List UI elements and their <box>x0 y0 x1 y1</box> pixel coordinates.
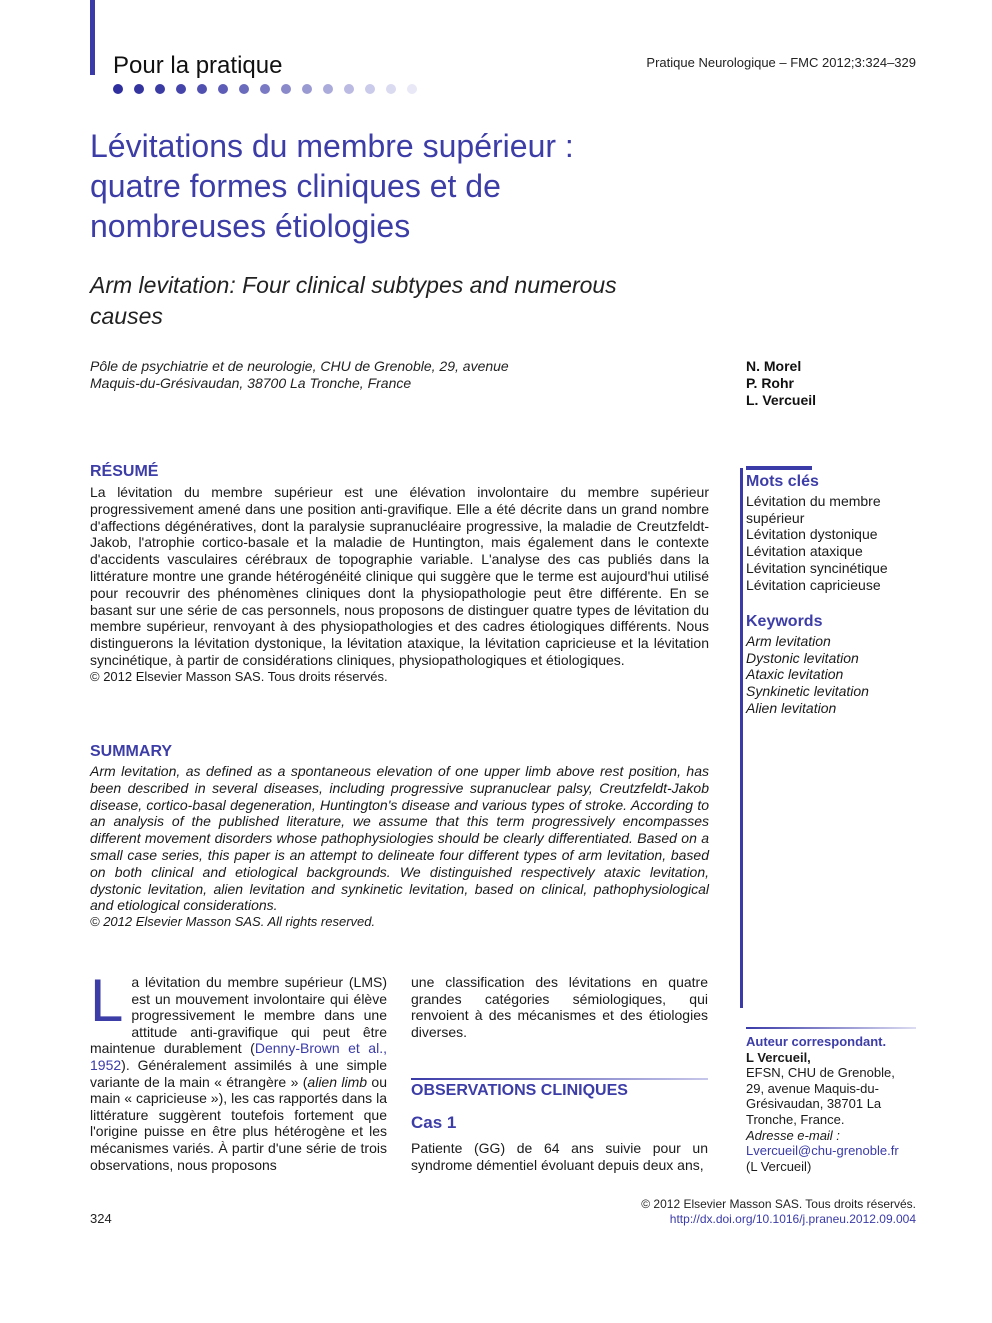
title-line: causes <box>90 303 163 329</box>
summary-copyright: © 2012 Elsevier Masson SAS. All rights reserved. <box>90 914 376 930</box>
decorative-dot <box>197 84 207 94</box>
drop-cap: L <box>90 967 124 1034</box>
correspondence-name: L Vercueil, <box>746 1049 811 1065</box>
summary-paragraph: Arm levitation, as defined as a spontaneous elevation of one upper limb above rest position, has been described in several diseases, including progressive supranuclear palsy, Creutzfeldt-Jakob disease, cortico-basal degeneration, Huntington's disease and various types of stroke. According to an analysis of the published literature, we assume that this term progressively encompasses different movement disorders whose pathophysiologies should be clearly differentiated. Based on a small case series, this paper is an attempt to delineate four different types of arm levitation, based on both clinical and etiological backgrounds. We distinguished respectively ataxic levitation, dystonic levitation, alien levitation and synkinetic levitation, based on clinical, pathophysiological and etiological considerations. <box>90 763 709 914</box>
title-line: quatre formes cliniques et de <box>90 168 501 204</box>
author-name: L. Vercueil <box>746 392 817 408</box>
address-line: Grésivaudan, 38701 La <box>746 1096 882 1112</box>
keywords-heading: Keywords <box>746 613 823 630</box>
decorative-dot <box>218 84 228 94</box>
title-line: Lévitations du membre supérieur : <box>90 128 574 164</box>
email-label: Adresse e-mail : <box>746 1127 840 1143</box>
accent-bar <box>90 0 95 75</box>
keyword-fr: Lévitation syncinétique <box>746 559 888 576</box>
body-italic: alien limb <box>307 1073 368 1090</box>
decorative-dot <box>260 84 270 94</box>
footer-copyright <box>641 1197 916 1227</box>
section-heading-observations: OBSERVATIONS CLINIQUES <box>411 1082 628 1099</box>
affiliation-line: Maquis-du-Grésivaudan, 38700 La Tronche, France <box>90 375 412 391</box>
mots-cles-box <box>746 474 921 594</box>
resume-copyright: © 2012 Elsevier Masson SAS. Tous droits réservés. <box>90 668 388 684</box>
correspondence-box <box>746 1034 921 1174</box>
article-title-french <box>90 126 650 246</box>
resume-paragraph: La lévitation du membre supérieur est une élévation involontaire du membre supérieur progressivement amené dans une position anti-gravifique. Elle a été décrite dans un grand nombre d'affections dégénératives, dont la paralysie supranucléaire progressive, la maladie de Creutzfeldt-Jakob, l'atrophie cortico-basale et la maladie de Huntington, mais également dans le contexte d'accidents vasculaires cérébraux de topographie variable. L'analyse des cas publiés dans la littérature montre une grande hétérogénéité clinique qui suggère que le terme est aujourd'hui utilisé pour recouvrir des phénomènes cliniques dont la physiopathologie peut être différente. En se basant sur une série de cas personnels, nous proposons de distinguer quatre types de lévitation du membre supérieur, renvoyant à des physiopathologies et des cadres étiologiques différents. Nous distinguerons la lévitation dystonique, la lévitation ataxique, la lévitation capricieuse et la lévitation syncinétique, à partir de considérations cliniques, physiopathologiques et étiologiques. <box>90 484 709 668</box>
body-column-1 <box>90 967 387 1173</box>
decorative-dot <box>407 84 417 94</box>
keyword-en: Ataxic levitation <box>746 666 844 683</box>
email-owner: (L Vercueil) <box>746 1158 812 1174</box>
summary-text <box>90 763 709 931</box>
reference-link[interactable]: Denny-Brown et al., 1952 <box>90 1040 387 1073</box>
decorative-dot <box>176 84 186 94</box>
journal-reference: Pratique Neurologique – FMC 2012;3:324–329 <box>646 55 916 70</box>
decorative-dot <box>344 84 354 94</box>
decorative-dot <box>113 84 123 94</box>
sidebar-rule <box>740 468 743 1008</box>
keyword-en: Alien levitation <box>746 699 837 716</box>
resume-heading: RÉSUMÉ <box>90 463 159 480</box>
keyword-fr: Lévitation capricieuse <box>746 576 881 593</box>
body-text: ou main « capricieuse »), les cas rapportés dans la littérature suggèrent toutefois fortement que l'origine puisse en être plus hétérogène et les mécanismes variés. À partir d'une série de trois observations, nous proposons <box>90 1073 387 1173</box>
keyword-fr: Lévitation dystonique <box>746 526 878 543</box>
body-column-2-top: une classification des lévitations en quatre grandes catégories sémiologiques, qui renvoient à des mécanismes et des étiologies diverses. <box>411 974 708 1040</box>
author-list <box>746 358 816 409</box>
decorative-dot <box>302 84 312 94</box>
decorative-dot <box>155 84 165 94</box>
body-column-2-cas: Patiente (GG) de 64 ans suivie pour un syndrome démentiel évoluant depuis deux ans, <box>411 1140 708 1173</box>
email-link[interactable]: Lvercueil@chu-grenoble.fr <box>746 1143 899 1159</box>
decorative-dot <box>281 84 291 94</box>
keyword-fr: Lévitation ataxique <box>746 543 863 560</box>
mots-cles-heading: Mots clés <box>746 473 819 490</box>
keyword-en: Dystonic levitation <box>746 649 859 666</box>
resume-text <box>90 484 709 686</box>
doi-link[interactable]: http://dx.doi.org/10.1016/j.praneu.2012.09.004 <box>669 1212 916 1226</box>
title-line: nombreuses étiologies <box>90 208 411 244</box>
title-line: Arm levitation: Four clinical subtypes and numerous <box>90 272 617 298</box>
article-title-english <box>90 270 650 332</box>
body-text: a lévitation du membre supérieur (LMS) est un mouvement involontaire qui élève progressivement le membre dans une attitude anti-gravifique qui peut être maintenue durablement ( <box>90 974 387 1057</box>
address-line: Tronche, France. <box>746 1111 845 1127</box>
footer-copyright-text: © 2012 Elsevier Masson SAS. Tous droits réservés. <box>641 1197 916 1211</box>
decorative-dot <box>134 84 144 94</box>
subsection-heading-cas1: Cas 1 <box>411 1113 457 1132</box>
affiliation <box>90 358 509 392</box>
decorative-dot <box>386 84 396 94</box>
sidebar-rule-accent <box>746 466 812 470</box>
decorative-dot <box>239 84 249 94</box>
address-line: EFSN, CHU de Grenoble, <box>746 1065 895 1081</box>
author-name: P. Rohr <box>746 375 794 391</box>
keyword-fr: Lévitation du membre <box>746 492 881 509</box>
address-line: 29, avenue Maquis-du- <box>746 1080 879 1096</box>
correspondence-heading: Auteur correspondant. <box>746 1034 887 1049</box>
correspondence-rule <box>746 1027 916 1029</box>
decorative-dot <box>365 84 375 94</box>
section-rule <box>411 1078 708 1080</box>
summary-heading: SUMMARY <box>90 743 173 760</box>
decorative-dots <box>113 84 417 94</box>
author-name: N. Morel <box>746 358 802 374</box>
section-label: Pour la pratique <box>113 52 283 79</box>
decorative-dot <box>323 84 333 94</box>
keyword-en: Synkinetic levitation <box>746 683 869 700</box>
affiliation-line: Pôle de psychiatrie et de neurologie, CHU de Grenoble, 29, avenue <box>90 358 509 374</box>
keyword-fr: supérieur <box>746 509 805 526</box>
body-text: ). Généralement assimilés à une simple variante de la main « étrangère » ( <box>90 1056 387 1090</box>
keyword-en: Arm levitation <box>746 632 831 649</box>
keywords-box <box>746 614 921 717</box>
page-number: 324 <box>90 1211 112 1226</box>
